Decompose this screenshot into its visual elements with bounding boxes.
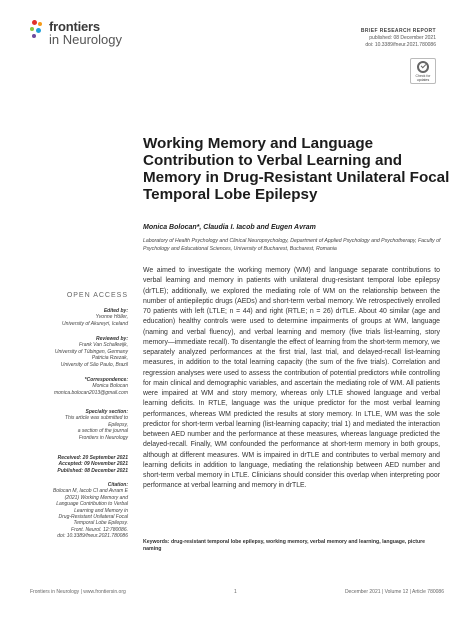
article-type: BRIEF RESEARCH REPORT <box>360 28 436 34</box>
check-circle-icon <box>417 61 429 73</box>
sidebar-correspondence <box>18 377 128 396</box>
check-updates-button[interactable] <box>410 58 436 84</box>
edited-by-value: Yvonne Höller, University of Akureyri, Iceland <box>62 314 128 327</box>
sidebar-citation <box>18 482 128 540</box>
citation-value: Bolocan M, Iacob CI and Avram E (2021) Working Memory and Language Contribution to Verbal Learning and Memory in Drug-Resistant Unilateral Focal Temporal Lobe Epilepsy. Front. Neurol. 12:780086. doi: 10.3389/fneur.2021.780086 <box>52 488 128 540</box>
sidebar-dates <box>18 455 128 474</box>
specialty-section-value: This article was submitted to Epilepsy, a section of the journal Frontiers in Neurology <box>64 415 128 441</box>
footer-issue-info: December 2021 | Volume 12 | Article 780086 <box>344 589 444 595</box>
reviewed-by-value: Frank Van Schalkwijk, University of Tübingen, Germany Patricia Rzezak, University of São Paulo, Brazil <box>54 342 128 368</box>
specialty-section-heading: Specialty section: <box>85 409 128 415</box>
footer-page-number: 1 <box>233 589 237 595</box>
published-date-sidebar: Published: 08 December 2021 <box>57 467 128 474</box>
keywords-text: drug-resistant temporal lobe epilepsy, working memory, verbal memory and learning, language, picture naming <box>143 539 426 553</box>
sidebar-reviewed-by <box>18 336 128 368</box>
published-date: published: 08 December 2021 <box>369 35 436 41</box>
abstract: We aimed to investigate the working memory (WM) and language separate contributions to verbal learning and memory in patients with unilateral drug-resistant temporal lobe epilepsy (drTLE); additionally, we explored the mediating role of WM on the relationship between the number of antiepileptic drugs (AEDs) and short-term verbal memory. We retrospectively enrolled 70 patients with left (LTLE; n = 44) and right (RTLE; n = 26) drTLE. About 40 similar (age and education) healthy controls were used to determine impairments of groups at WM, language (naming and verbal fluency), and verbal learning and memory (five trials list-learning, story memory—immediate recall). To disentangle the effect of learning from the short-term memory, we separately analyzed performances at the first trial, last trial, and delayed-recall list-learning measures, in addition to the total learning capacity (the sum of the five trials). Correlation and regression analyses were used to assess the contribution of potential predictors while controlling for main clinical and demographic variables, and ascertain the mediating role of WM. All patients were impaired at WM and story memory, whereas only LTLE showed language and verbal learning deficits. In RTLE, language was the unique predictor for the most verbal learning performances, whereas WM predicted the results at story memory. In LTLE, WM was the sole predictor for short-term verbal learning (list-learning capacity; trial 1) and mediated the interaction between AED number and the performance at these measures, whereas language predicted the delayed-recall. Finally, WM confounded the performance at short-term memory in both groups, although at different measures. WM is impaired in drTLE and contributes to verbal memory and learning deficits in addition to language, mediating the relationship between AED number and short-term verbal memory in LTLE. Clinicians should consider this overlap when interpreting poor performance at verbal learning and memory in drTLE. <box>143 267 440 490</box>
check-updates-label: Check for updates <box>415 73 431 82</box>
journal-logo[interactable] <box>30 20 122 46</box>
footer-journal-url[interactable]: Frontiers in Neurology | www.frontiersin.org <box>30 589 126 595</box>
article-meta-header <box>361 28 436 49</box>
sidebar-edited-by <box>18 308 128 327</box>
journal-name: frontiers <box>49 19 100 34</box>
accepted-date: Accepted: 09 November 2021 <box>58 461 128 468</box>
frontiers-logo-icon <box>30 20 46 42</box>
affiliation: Laboratory of Health Psychology and Clinical Neuropsychology, Department of Applied Psychology and Psychotherapy, Faculty of Psychology and Educational Sciences, University of Bucharest, Bucharest, Romania <box>143 238 441 252</box>
author-list[interactable]: Monica Bolocan*, Claudia I. Iacob and Eugen Avram <box>143 224 316 231</box>
reviewed-by-heading: Reviewed by: <box>96 336 128 342</box>
citation-heading: Citation: <box>107 482 128 488</box>
article-title: Working Memory and Language Contribution to Verbal Learning and Memory in Drug-Resistant Unilateral Focal Temporal Lobe Epilepsy <box>143 135 450 203</box>
edited-by-heading: Edited by: <box>103 308 128 314</box>
correspondence-value[interactable]: Monica Bolocan monica.bolocan2013@gmail.com <box>53 383 128 396</box>
received-date: Received: 20 September 2021 <box>57 455 128 461</box>
open-access-label: OPEN ACCESS <box>66 292 128 299</box>
page-footer <box>30 589 444 595</box>
correspondence-heading: *Correspondence: <box>84 377 128 383</box>
keywords-label: Keywords: <box>143 539 170 545</box>
keywords <box>143 539 440 553</box>
doi-link[interactable]: doi: 10.3389/fneur.2021.780086 <box>365 42 436 48</box>
sidebar-specialty-section <box>18 409 128 441</box>
journal-subname: in Neurology <box>49 32 122 47</box>
